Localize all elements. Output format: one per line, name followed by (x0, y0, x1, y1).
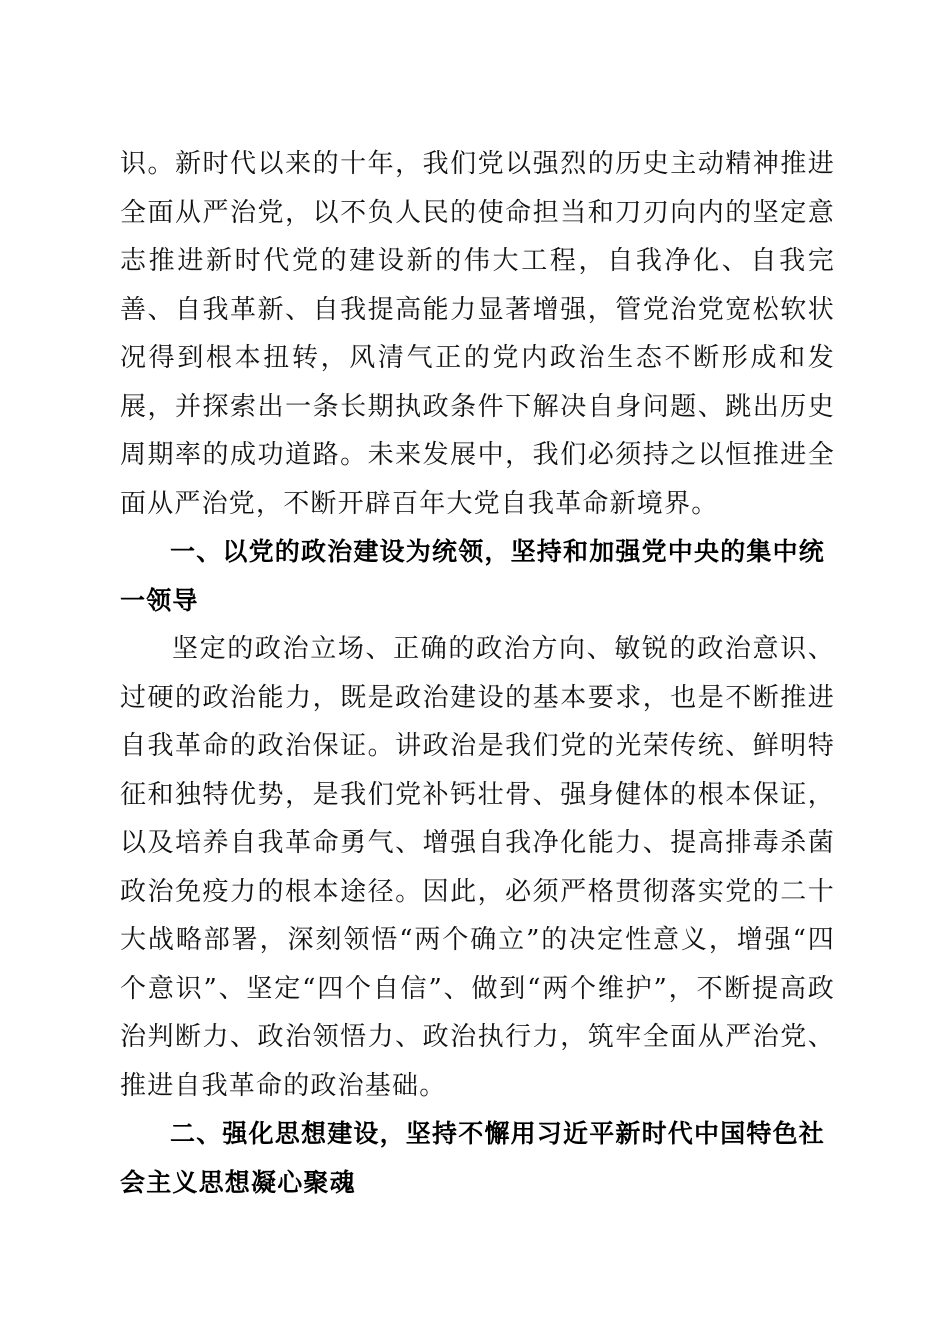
body-paragraph-political-construction: 坚定的政治立场、正确的政治方向、敏锐的政治意识、过硬的政治能力，既是政治建设的基本要求，也是不断推进自我革命的政治保证。讲政治是我们党的光荣传统、鲜明特征和独特优势，是我们党补钙壮骨、强身健体的根本保证，以及培养自我革命勇气、增强自我净化能力、提高排毒杀菌政治免疫力的根本途径。因此，必须严格贯彻落实党的二十大战略部署，深刻领悟“两个确立”的决定性意义，增强“四个意识”、坚定“四个自信”、做到“两个维护”，不断提高政治判断力、政治领悟力、政治执行力，筑牢全面从严治党、推进自我革命的政治基础。 (120, 634, 835, 1101)
body-paragraph-intro: 识。新时代以来的十年，我们党以强烈的历史主动精神推进全面从严治党，以不负人民的使命担当和刀刃向内的坚定意志推进新时代党的建设新的伟大工程，自我净化、自我完善、自我革新、自我提高能力显著增强，管党治党宽松软状况得到根本扭转，风清气正的党内政治生态不断形成和发展，并探索出一条长期执政条件下解决自身问题、跳出历史周期率的成功道路。未来发展中，我们必须持之以恒推进全面从严治党，不断开辟百年大党自我革命新境界。 (120, 149, 835, 519)
section-heading-two: 二、强化思想建设，坚持不懈用习近平新时代中国特色社会主义思想凝心聚魂 (120, 1119, 826, 1197)
document-page (120, 140, 835, 1207)
section-heading-one: 一、以党的政治建设为统领，坚持和加强党中央的集中统一领导 (120, 537, 826, 615)
